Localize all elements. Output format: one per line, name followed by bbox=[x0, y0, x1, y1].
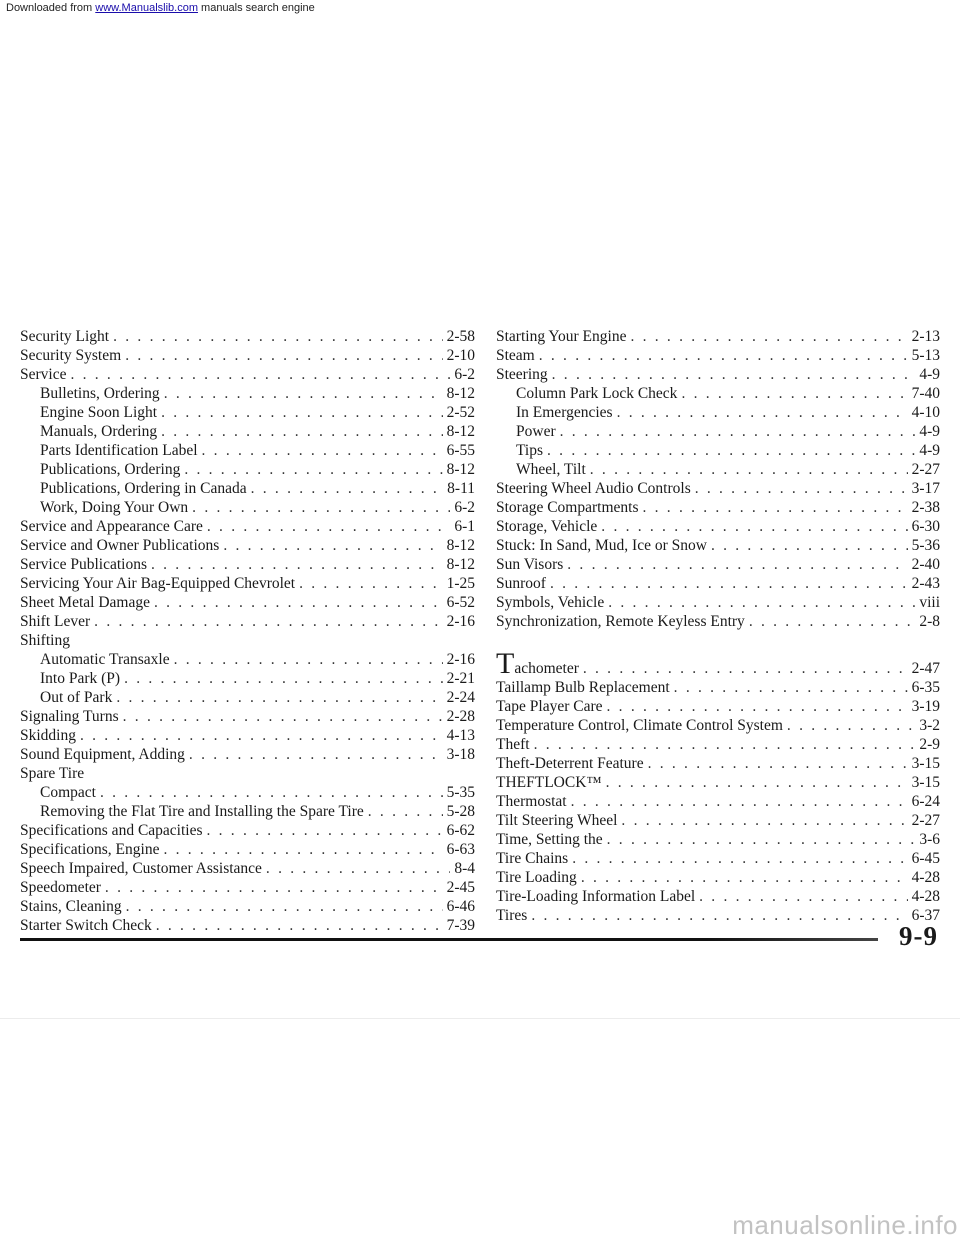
page-ref: 4-10 bbox=[911, 404, 940, 421]
page-ref: 2-45 bbox=[446, 879, 475, 896]
page-ref: 6-1 bbox=[454, 518, 475, 535]
index-heading-shifting: Shifting bbox=[20, 632, 70, 649]
page-ref: 2-58 bbox=[446, 328, 475, 345]
page-ref: 4-28 bbox=[911, 888, 940, 905]
index-column-left bbox=[20, 327, 475, 935]
page-ref: 1-25 bbox=[446, 575, 475, 592]
page-ref: 2-10 bbox=[446, 347, 475, 364]
index-entry-service: Service . . . 6-2 bbox=[20, 365, 475, 384]
index-subentry-automatic-transaxle: Automatic Transaxle . . . 2-16 bbox=[20, 650, 475, 669]
page-ref: 6-2 bbox=[454, 366, 475, 383]
index-entry-speedometer: Speedometer . . . 2-45 bbox=[20, 878, 475, 897]
page-ref: 3-15 bbox=[911, 774, 940, 791]
page-ref: 5-36 bbox=[911, 537, 940, 554]
index-entry-theft-deterrent: Theft-Deterrent Feature . . . 3-15 bbox=[496, 754, 940, 773]
page-ref: 8-12 bbox=[446, 537, 475, 554]
page-ref: 6-35 bbox=[911, 679, 940, 696]
index-entry-theftlock: THEFTLOCK™ . . . 3-15 bbox=[496, 773, 940, 792]
index-entry-symbols: Symbols, Vehicle . . . viii bbox=[496, 593, 940, 612]
index-entry-shift-lever: Shift Lever . . . 2-16 bbox=[20, 612, 475, 631]
footer-rule bbox=[20, 938, 878, 941]
index-entry-tachometer: Tachometer . . . 2-47 bbox=[496, 648, 940, 678]
page-ref: 8-11 bbox=[447, 480, 475, 497]
page-ref: 2-16 bbox=[446, 613, 475, 630]
page-ref: 4-9 bbox=[919, 366, 940, 383]
page-ref: 2-27 bbox=[911, 461, 940, 478]
index-entry-tilt-steering: Tilt Steering Wheel . . . 2-27 bbox=[496, 811, 940, 830]
index-entry-skidding: Skidding . . . 4-13 bbox=[20, 726, 475, 745]
page-ref: 6-37 bbox=[911, 907, 940, 924]
page-ref: 3-2 bbox=[919, 717, 940, 734]
page-ref: 8-12 bbox=[446, 423, 475, 440]
index-entry-signaling-turns: Signaling Turns . . . 2-28 bbox=[20, 707, 475, 726]
index-subentry-manuals: Manuals, Ordering . . . 8-12 bbox=[20, 422, 475, 441]
index-entry-thermostat: Thermostat . . . 6-24 bbox=[496, 792, 940, 811]
page-ref: 6-55 bbox=[446, 442, 475, 459]
page-ref: 2-28 bbox=[446, 708, 475, 725]
page-ref: 8-12 bbox=[446, 556, 475, 573]
page-ref: 6-30 bbox=[911, 518, 940, 535]
page-ref: 3-18 bbox=[446, 746, 475, 763]
index-entry-sound-equipment: Sound Equipment, Adding . . . 3-18 bbox=[20, 745, 475, 764]
index-entry-stains: Stains, Cleaning . . . 6-46 bbox=[20, 897, 475, 916]
index-entry-servicing-airbag: Servicing Your Air Bag-Equipped Chevrolet . . . 1-25 bbox=[20, 574, 475, 593]
index-entry-starting-engine: Starting Your Engine . . . 2-13 bbox=[496, 327, 940, 346]
page-ref: 5-13 bbox=[911, 347, 940, 364]
index-entry-security-system: Security System . . . 2-10 bbox=[20, 346, 475, 365]
index-entry-tires: Tires . . . 6-37 bbox=[496, 906, 940, 925]
index-subentry-power: Power . . . 4-9 bbox=[496, 422, 940, 441]
index-subentry-publications-canada: Publications, Ordering in Canada . . . 8-11 bbox=[20, 479, 475, 498]
index-entry-taillamp: Taillamp Bulb Replacement . . . 6-35 bbox=[496, 678, 940, 697]
scan-line bbox=[0, 1018, 960, 1019]
index-subentry-parts-label: Parts Identification Label . . . 6-55 bbox=[20, 441, 475, 460]
index-entry-synchronization: Synchronization, Remote Keyless Entry . . . 2-8 bbox=[496, 612, 940, 631]
index-entry-sheet-metal: Sheet Metal Damage . . . 6-52 bbox=[20, 593, 475, 612]
index-entry-security-light: Security Light . . . 2-58 bbox=[20, 327, 475, 346]
download-banner bbox=[6, 2, 315, 14]
page-ref: 3-17 bbox=[911, 480, 940, 497]
page-ref: 6-24 bbox=[911, 793, 940, 810]
index-entry-sun-visors: Sun Visors . . . 2-40 bbox=[496, 555, 940, 574]
index-entry-time-setting: Time, Setting the . . . 3-6 bbox=[496, 830, 940, 849]
page-ref: 4-13 bbox=[446, 727, 475, 744]
index-subentry-into-park: Into Park (P) . . . 2-21 bbox=[20, 669, 475, 688]
index-subentry-out-of-park: Out of Park . . . 2-24 bbox=[20, 688, 475, 707]
manualslib-link[interactable]: www.Manualslib.com bbox=[95, 2, 198, 14]
index-entry-service-owner-pubs: Service and Owner Publications . . . 8-12 bbox=[20, 536, 475, 555]
page-ref: 2-8 bbox=[919, 613, 940, 630]
page-ref: 2-27 bbox=[911, 812, 940, 829]
page-ref: 3-15 bbox=[911, 755, 940, 772]
banner-suffix: manuals search engine bbox=[197, 2, 315, 14]
index-entry-stuck: Stuck: In Sand, Mud, Ice or Snow . . . 5-36 bbox=[496, 536, 940, 555]
page-ref: 4-9 bbox=[919, 423, 940, 440]
page-ref: 6-2 bbox=[454, 499, 475, 516]
page-ref: 7-39 bbox=[446, 917, 475, 934]
index-entry-tire-loading-label: Tire-Loading Information Label . . . 4-28 bbox=[496, 887, 940, 906]
page-number: 9-9 bbox=[899, 921, 938, 951]
banner-prefix: Downloaded from bbox=[6, 2, 96, 14]
page-ref: 8-4 bbox=[454, 860, 475, 877]
page-ref: 6-52 bbox=[446, 594, 475, 611]
index-entry-storage-compartments: Storage Compartments . . . 2-38 bbox=[496, 498, 940, 517]
index-entry-storage-vehicle: Storage, Vehicle . . . 6-30 bbox=[496, 517, 940, 536]
index-entry-theft: Theft . . . 2-9 bbox=[496, 735, 940, 754]
page-ref: 2-24 bbox=[446, 689, 475, 706]
index-entry-service-pubs: Service Publications . . . 8-12 bbox=[20, 555, 475, 574]
page-ref: 2-52 bbox=[446, 404, 475, 421]
page-ref: 2-13 bbox=[911, 328, 940, 345]
index-entry-temperature: Temperature Control, Climate Control System . . . 3-2 bbox=[496, 716, 940, 735]
page-ref: 5-28 bbox=[446, 803, 475, 820]
index-subentry-work: Work, Doing Your Own . . . 6-2 bbox=[20, 498, 475, 517]
footer-watermark: manualsonline.info bbox=[732, 1210, 958, 1240]
page-ref: 6-46 bbox=[446, 898, 475, 915]
index-entry-tape-player: Tape Player Care . . . 3-19 bbox=[496, 697, 940, 716]
index-subentry-tips: Tips . . . 4-9 bbox=[496, 441, 940, 460]
page-ref: 4-9 bbox=[919, 442, 940, 459]
index-subentry-in-emergencies: In Emergencies . . . 4-10 bbox=[496, 403, 940, 422]
page-ref: 5-35 bbox=[446, 784, 475, 801]
index-entry-specs-capacities: Specifications and Capacities . . . 6-62 bbox=[20, 821, 475, 840]
index-entry-tire-chains: Tire Chains . . . 6-45 bbox=[496, 849, 940, 868]
index-entry-specs-engine: Specifications, Engine . . . 6-63 bbox=[20, 840, 475, 859]
page-ref: 2-43 bbox=[911, 575, 940, 592]
index-entry-service-appearance: Service and Appearance Care . . . 6-1 bbox=[20, 517, 475, 536]
index-entry-starter-switch: Starter Switch Check . . . 7-39 bbox=[20, 916, 475, 935]
page-ref: viii bbox=[919, 594, 940, 611]
page-ref: 2-16 bbox=[446, 651, 475, 668]
index-subentry-compact: Compact . . . 5-35 bbox=[20, 783, 475, 802]
section-gap bbox=[496, 631, 940, 648]
index-column-right bbox=[496, 327, 940, 925]
index-subentry-publications: Publications, Ordering . . . 8-12 bbox=[20, 460, 475, 479]
page-ref: 2-38 bbox=[911, 499, 940, 516]
index-subentry-wheel-tilt: Wheel, Tilt . . . 2-27 bbox=[496, 460, 940, 479]
index-subentry-engine-soon: Engine Soon Light . . . 2-52 bbox=[20, 403, 475, 422]
page-ref: 7-40 bbox=[911, 385, 940, 402]
page-ref: 2-9 bbox=[919, 736, 940, 753]
index-entry-tire-loading: Tire Loading . . . 4-28 bbox=[496, 868, 940, 887]
page-ref: 6-63 bbox=[446, 841, 475, 858]
page-ref: 4-28 bbox=[911, 869, 940, 886]
index-entry-steam: Steam . . . 5-13 bbox=[496, 346, 940, 365]
page-ref: 3-6 bbox=[919, 831, 940, 848]
page-ref: 6-62 bbox=[446, 822, 475, 839]
page-ref: 2-21 bbox=[446, 670, 475, 687]
index-heading-spare-tire: Spare Tire bbox=[20, 765, 85, 782]
page-ref: 3-19 bbox=[911, 698, 940, 715]
index-entry-steering-audio: Steering Wheel Audio Controls . . . 3-17 bbox=[496, 479, 940, 498]
index-entry-sunroof: Sunroof . . . 2-43 bbox=[496, 574, 940, 593]
page-ref: 8-12 bbox=[446, 461, 475, 478]
drop-cap-letter: T bbox=[496, 648, 515, 678]
page-ref: 2-40 bbox=[911, 556, 940, 573]
index-entry-steering: Steering . . . 4-9 bbox=[496, 365, 940, 384]
index-subentry-removing-flat: Removing the Flat Tire and Installing the Spare Tire . . . 5-28 bbox=[20, 802, 475, 821]
page-ref: 6-45 bbox=[911, 850, 940, 867]
page-ref: 2-47 bbox=[911, 660, 940, 677]
page-ref: 8-12 bbox=[446, 385, 475, 402]
index-subentry-bulletins: Bulletins, Ordering . . . 8-12 bbox=[20, 384, 475, 403]
index-subentry-column-park-lock: Column Park Lock Check . . . 7-40 bbox=[496, 384, 940, 403]
index-entry-speech-impaired: Speech Impaired, Customer Assistance . . . 8-4 bbox=[20, 859, 475, 878]
